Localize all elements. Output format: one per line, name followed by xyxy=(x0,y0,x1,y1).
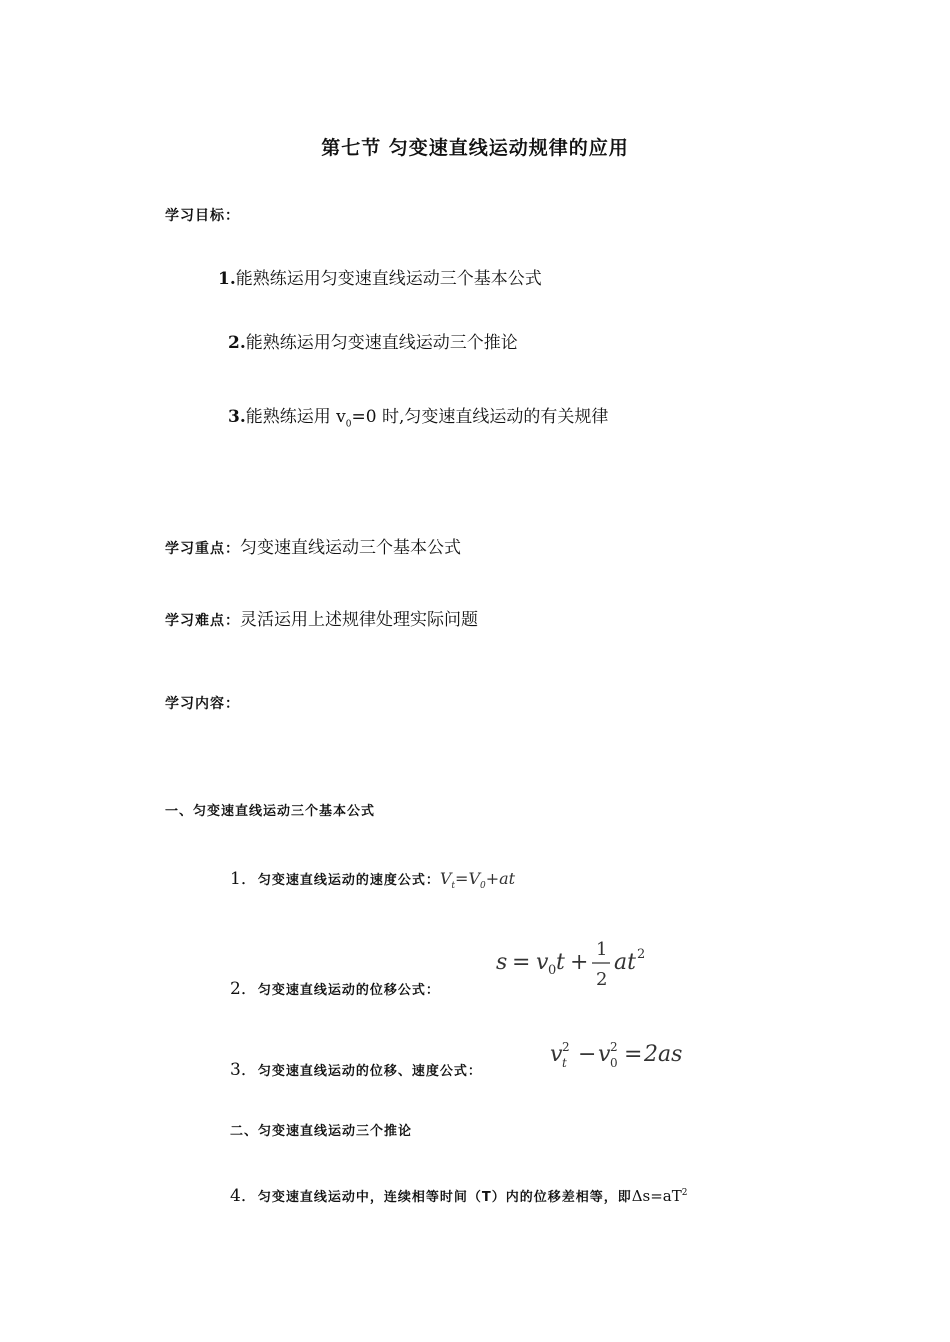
item-number: 1． xyxy=(230,869,258,889)
displacement-difference-formula: $\Delta s=aT^2$ xyxy=(631,1187,688,1205)
section2-heading: 二、匀变速直线运动三个推论 xyxy=(230,1124,413,1139)
formula-item-2 xyxy=(230,974,440,999)
objective-text: 能熟练运用匀变速直线运动三个推论 xyxy=(245,333,518,353)
key-points-text: 匀变速直线运动三个基本公式 xyxy=(240,538,461,558)
objective-text: 能熟练运用匀变速直线运动三个基本公式 xyxy=(235,269,542,289)
item-text: 匀变速直线运动的速度公式： xyxy=(257,873,440,888)
svg-text:2as: 2as xyxy=(644,1042,683,1067)
objective-item-3 xyxy=(228,402,608,429)
item-number: 4． xyxy=(230,1186,258,1206)
svg-text:−: − xyxy=(578,1042,597,1067)
section1-heading: 一、匀变速直线运动三个基本公式 xyxy=(165,804,376,819)
objective-number: 2. xyxy=(228,333,246,353)
formula-item-4 xyxy=(230,1181,687,1206)
formula-item-3 xyxy=(230,1055,482,1080)
svg-text:=: = xyxy=(624,1042,643,1067)
svg-text:t: t xyxy=(556,950,565,975)
svg-text:2: 2 xyxy=(610,1040,618,1054)
svg-text:v: v xyxy=(598,1042,611,1067)
item-number: 2． xyxy=(230,979,258,999)
svg-text:+: + xyxy=(570,950,589,975)
item-number: 3． xyxy=(230,1060,258,1080)
svg-text:2: 2 xyxy=(637,947,646,962)
objective-number: 3. xyxy=(228,407,246,427)
item-text: 匀变速直线运动的位移、速度公式： xyxy=(257,1064,482,1079)
objective-text-before: 能熟练运用 v xyxy=(245,407,346,427)
objective-item-2 xyxy=(228,328,518,353)
velocity-formula: $V_t=V_0+at$ xyxy=(439,869,516,892)
svg-text:t: t xyxy=(562,1056,567,1070)
svg-text:0: 0 xyxy=(610,1056,618,1070)
objectives-heading: 学习目标： xyxy=(165,208,240,224)
difficulties xyxy=(165,605,478,630)
item-text: 匀变速直线运动中，连续相等时间（T）内的位移差相等，即 xyxy=(257,1190,632,1205)
key-points xyxy=(165,533,461,558)
svg-text:v: v xyxy=(550,1042,563,1067)
displacement-velocity-formula xyxy=(548,1036,688,1072)
difficulties-label: 学习难点： xyxy=(165,613,240,629)
item-text: 匀变速直线运动的位移公式： xyxy=(257,983,440,998)
displacement-formula xyxy=(496,936,656,990)
formula-item-1 xyxy=(230,864,515,891)
key-points-label: 学习重点： xyxy=(165,541,240,557)
objective-item-1 xyxy=(218,264,542,289)
objective-text-after: =0 时,匀变速直线运动的有关规律 xyxy=(351,407,609,427)
svg-text:s: s xyxy=(496,950,508,975)
svg-text:=: = xyxy=(512,950,531,975)
svg-text:2: 2 xyxy=(562,1040,570,1054)
difficulties-text: 灵活运用上述规律处理实际问题 xyxy=(240,610,478,630)
page-title: 第七节 匀变速直线运动规律的应用 xyxy=(321,137,629,159)
subscript-zero: 0 xyxy=(345,419,352,430)
objective-number: 1. xyxy=(218,269,236,289)
svg-text:1: 1 xyxy=(596,939,608,960)
svg-text:at: at xyxy=(614,950,636,975)
svg-text:0: 0 xyxy=(548,963,557,978)
svg-text:2: 2 xyxy=(596,969,608,990)
content-heading: 学习内容： xyxy=(165,696,240,712)
svg-text:v: v xyxy=(536,950,549,975)
